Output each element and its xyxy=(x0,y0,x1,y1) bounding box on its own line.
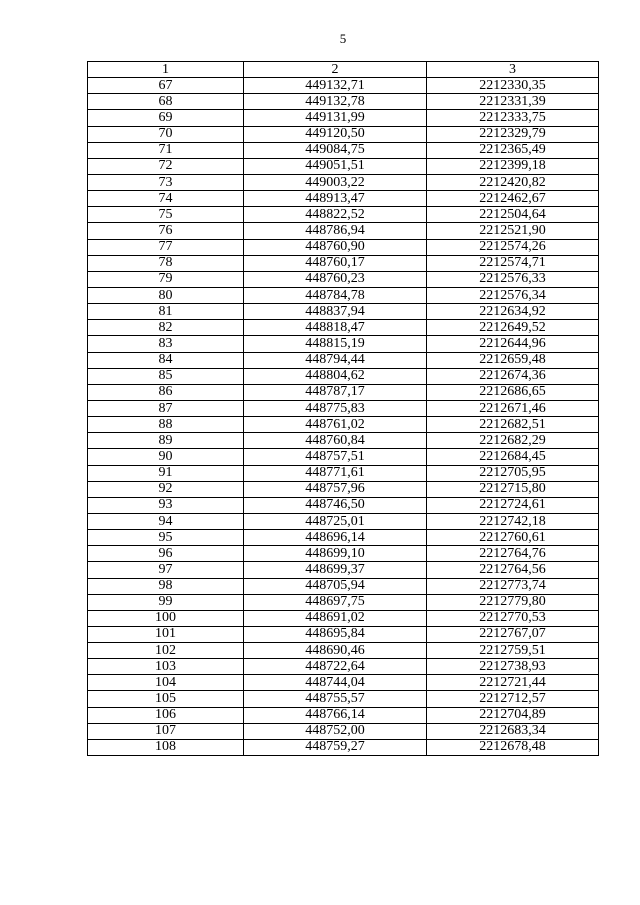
table-row xyxy=(88,126,599,142)
x-coordinate-cell: 448697,75 xyxy=(244,594,427,610)
table-row xyxy=(88,158,599,174)
y-coordinate-cell: 2212331,39 xyxy=(427,94,599,110)
header-row xyxy=(88,62,599,78)
table-row xyxy=(88,320,599,336)
y-coordinate-cell: 2212330,35 xyxy=(427,78,599,94)
y-coordinate-cell: 2212644,96 xyxy=(427,336,599,352)
table-row xyxy=(88,465,599,481)
y-coordinate-cell: 2212683,34 xyxy=(427,723,599,739)
x-coordinate-cell: 448771,61 xyxy=(244,465,427,481)
table-row xyxy=(88,384,599,400)
point-number-cell: 80 xyxy=(88,287,244,303)
y-coordinate-cell: 2212759,51 xyxy=(427,643,599,659)
header-cell-1: 1 xyxy=(88,62,244,78)
point-number-cell: 82 xyxy=(88,320,244,336)
point-number-cell: 105 xyxy=(88,691,244,707)
y-coordinate-cell: 2212329,79 xyxy=(427,126,599,142)
x-coordinate-cell: 448699,10 xyxy=(244,546,427,562)
point-number-cell: 90 xyxy=(88,449,244,465)
x-coordinate-cell: 448784,78 xyxy=(244,287,427,303)
table-row xyxy=(88,594,599,610)
y-coordinate-cell: 2212715,80 xyxy=(427,481,599,497)
point-number-cell: 107 xyxy=(88,723,244,739)
y-coordinate-cell: 2212365,49 xyxy=(427,142,599,158)
x-coordinate-cell: 448722,64 xyxy=(244,659,427,675)
point-number-cell: 73 xyxy=(88,174,244,190)
table-row xyxy=(88,530,599,546)
point-number-cell: 79 xyxy=(88,271,244,287)
point-number-cell: 76 xyxy=(88,223,244,239)
table-row xyxy=(88,659,599,675)
y-coordinate-cell: 2212738,93 xyxy=(427,659,599,675)
x-coordinate-cell: 448760,17 xyxy=(244,255,427,271)
x-coordinate-cell: 448760,84 xyxy=(244,433,427,449)
table-row xyxy=(88,239,599,255)
x-coordinate-cell: 448822,52 xyxy=(244,207,427,223)
point-number-cell: 95 xyxy=(88,530,244,546)
table-row xyxy=(88,578,599,594)
x-coordinate-cell: 449132,71 xyxy=(244,78,427,94)
point-number-cell: 68 xyxy=(88,94,244,110)
y-coordinate-cell: 2212767,07 xyxy=(427,626,599,642)
x-coordinate-cell: 448757,51 xyxy=(244,449,427,465)
x-coordinate-cell: 448752,00 xyxy=(244,723,427,739)
table-row xyxy=(88,400,599,416)
x-coordinate-cell: 448775,83 xyxy=(244,400,427,416)
table-row xyxy=(88,417,599,433)
point-number-cell: 84 xyxy=(88,352,244,368)
x-coordinate-cell: 449120,50 xyxy=(244,126,427,142)
x-coordinate-cell: 448696,14 xyxy=(244,530,427,546)
point-number-cell: 85 xyxy=(88,368,244,384)
table-row xyxy=(88,223,599,239)
table-row xyxy=(88,707,599,723)
x-coordinate-cell: 449051,51 xyxy=(244,158,427,174)
table-row xyxy=(88,174,599,190)
y-coordinate-cell: 2212764,76 xyxy=(427,546,599,562)
x-coordinate-cell: 449131,99 xyxy=(244,110,427,126)
table-row xyxy=(88,643,599,659)
y-coordinate-cell: 2212674,36 xyxy=(427,368,599,384)
table-row xyxy=(88,513,599,529)
table-row xyxy=(88,610,599,626)
x-coordinate-cell: 448757,96 xyxy=(244,481,427,497)
x-coordinate-cell: 449132,78 xyxy=(244,94,427,110)
table-row xyxy=(88,433,599,449)
point-number-cell: 98 xyxy=(88,578,244,594)
x-coordinate-cell: 448787,17 xyxy=(244,384,427,400)
x-coordinate-cell: 448725,01 xyxy=(244,513,427,529)
table-row xyxy=(88,207,599,223)
y-coordinate-cell: 2212684,45 xyxy=(427,449,599,465)
y-coordinate-cell: 2212712,57 xyxy=(427,691,599,707)
point-number-cell: 88 xyxy=(88,417,244,433)
point-number-cell: 83 xyxy=(88,336,244,352)
table-row xyxy=(88,497,599,513)
table-row xyxy=(88,449,599,465)
y-coordinate-cell: 2212399,18 xyxy=(427,158,599,174)
header-cell-2: 2 xyxy=(244,62,427,78)
x-coordinate-cell: 448804,62 xyxy=(244,368,427,384)
point-number-cell: 70 xyxy=(88,126,244,142)
y-coordinate-cell: 2212742,18 xyxy=(427,513,599,529)
point-number-cell: 87 xyxy=(88,400,244,416)
point-number-cell: 75 xyxy=(88,207,244,223)
x-coordinate-cell: 448699,37 xyxy=(244,562,427,578)
point-number-cell: 81 xyxy=(88,304,244,320)
y-coordinate-cell: 2212634,92 xyxy=(427,304,599,320)
point-number-cell: 99 xyxy=(88,594,244,610)
x-coordinate-cell: 448760,90 xyxy=(244,239,427,255)
y-coordinate-cell: 2212671,46 xyxy=(427,400,599,416)
y-coordinate-cell: 2212420,82 xyxy=(427,174,599,190)
x-coordinate-cell: 448913,47 xyxy=(244,191,427,207)
point-number-cell: 101 xyxy=(88,626,244,642)
x-coordinate-cell: 448691,02 xyxy=(244,610,427,626)
point-number-cell: 92 xyxy=(88,481,244,497)
table-row xyxy=(88,191,599,207)
table-row xyxy=(88,723,599,739)
table-row xyxy=(88,691,599,707)
y-coordinate-cell: 2212724,61 xyxy=(427,497,599,513)
point-number-cell: 94 xyxy=(88,513,244,529)
table-row xyxy=(88,287,599,303)
table-row xyxy=(88,562,599,578)
table-row xyxy=(88,336,599,352)
x-coordinate-cell: 448759,27 xyxy=(244,739,427,755)
y-coordinate-cell: 2212574,71 xyxy=(427,255,599,271)
x-coordinate-cell: 448746,50 xyxy=(244,497,427,513)
point-number-cell: 104 xyxy=(88,675,244,691)
point-number-cell: 106 xyxy=(88,707,244,723)
point-number-cell: 103 xyxy=(88,659,244,675)
y-coordinate-cell: 2212678,48 xyxy=(427,739,599,755)
point-number-cell: 91 xyxy=(88,465,244,481)
point-number-cell: 67 xyxy=(88,78,244,94)
table-body xyxy=(88,78,599,756)
point-number-cell: 77 xyxy=(88,239,244,255)
page-number: 5 xyxy=(339,31,347,46)
x-coordinate-cell: 448761,02 xyxy=(244,417,427,433)
x-coordinate-cell: 448766,14 xyxy=(244,707,427,723)
y-coordinate-cell: 2212721,44 xyxy=(427,675,599,691)
x-coordinate-cell: 448705,94 xyxy=(244,578,427,594)
x-coordinate-cell: 448744,04 xyxy=(244,675,427,691)
y-coordinate-cell: 2212773,74 xyxy=(427,578,599,594)
point-number-cell: 72 xyxy=(88,158,244,174)
table-row xyxy=(88,546,599,562)
y-coordinate-cell: 2212333,75 xyxy=(427,110,599,126)
x-coordinate-cell: 448760,23 xyxy=(244,271,427,287)
y-coordinate-cell: 2212521,90 xyxy=(427,223,599,239)
table-row xyxy=(88,94,599,110)
y-coordinate-cell: 2212659,48 xyxy=(427,352,599,368)
y-coordinate-cell: 2212576,34 xyxy=(427,287,599,303)
x-coordinate-cell: 448690,46 xyxy=(244,643,427,659)
table-row xyxy=(88,626,599,642)
point-number-cell: 69 xyxy=(88,110,244,126)
table-row xyxy=(88,110,599,126)
point-number-cell: 78 xyxy=(88,255,244,271)
x-coordinate-cell: 448695,84 xyxy=(244,626,427,642)
y-coordinate-cell: 2212504,64 xyxy=(427,207,599,223)
point-number-cell: 102 xyxy=(88,643,244,659)
point-number-cell: 96 xyxy=(88,546,244,562)
y-coordinate-cell: 2212576,33 xyxy=(427,271,599,287)
y-coordinate-cell: 2212682,29 xyxy=(427,433,599,449)
table-row xyxy=(88,739,599,755)
point-number-cell: 100 xyxy=(88,610,244,626)
x-coordinate-cell: 448786,94 xyxy=(244,223,427,239)
y-coordinate-cell: 2212682,51 xyxy=(427,417,599,433)
point-number-cell: 74 xyxy=(88,191,244,207)
point-number-cell: 71 xyxy=(88,142,244,158)
y-coordinate-cell: 2212764,56 xyxy=(427,562,599,578)
table-row xyxy=(88,78,599,94)
point-number-cell: 86 xyxy=(88,384,244,400)
table-header xyxy=(88,62,599,78)
table-row xyxy=(88,142,599,158)
y-coordinate-cell: 2212779,80 xyxy=(427,594,599,610)
y-coordinate-cell: 2212770,53 xyxy=(427,610,599,626)
y-coordinate-cell: 2212705,95 xyxy=(427,465,599,481)
header-cell-3: 3 xyxy=(427,62,599,78)
table-row xyxy=(88,368,599,384)
point-number-cell: 108 xyxy=(88,739,244,755)
table-row xyxy=(88,271,599,287)
coordinates-table xyxy=(87,61,599,756)
y-coordinate-cell: 2212686,65 xyxy=(427,384,599,400)
y-coordinate-cell: 2212760,61 xyxy=(427,530,599,546)
y-coordinate-cell: 2212649,52 xyxy=(427,320,599,336)
y-coordinate-cell: 2212462,67 xyxy=(427,191,599,207)
table-row xyxy=(88,675,599,691)
table-row xyxy=(88,481,599,497)
table-row xyxy=(88,255,599,271)
x-coordinate-cell: 448837,94 xyxy=(244,304,427,320)
table-row xyxy=(88,304,599,320)
x-coordinate-cell: 448794,44 xyxy=(244,352,427,368)
y-coordinate-cell: 2212704,89 xyxy=(427,707,599,723)
x-coordinate-cell: 448815,19 xyxy=(244,336,427,352)
x-coordinate-cell: 449084,75 xyxy=(244,142,427,158)
x-coordinate-cell: 449003,22 xyxy=(244,174,427,190)
point-number-cell: 89 xyxy=(88,433,244,449)
point-number-cell: 97 xyxy=(88,562,244,578)
x-coordinate-cell: 448818,47 xyxy=(244,320,427,336)
point-number-cell: 93 xyxy=(88,497,244,513)
table-row xyxy=(88,352,599,368)
y-coordinate-cell: 2212574,26 xyxy=(427,239,599,255)
x-coordinate-cell: 448755,57 xyxy=(244,691,427,707)
